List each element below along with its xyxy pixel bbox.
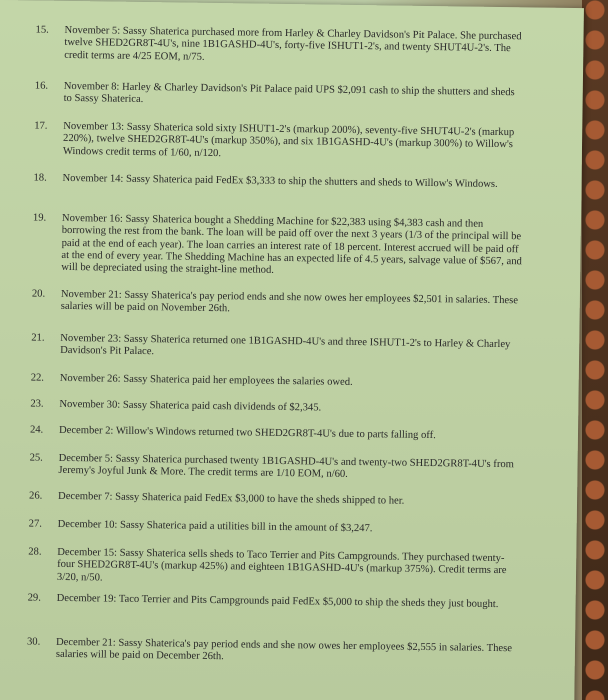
item-number: 26.: [29, 490, 43, 502]
item-number: 18.: [33, 172, 47, 184]
item-number: 30.: [26, 636, 41, 648]
item-number: 24.: [29, 424, 44, 436]
item-text: November 23: Sassy Shaterica returned one 1B1GASHD-4U's and three ISHUT1-2's to Harley & Charley Davidson's Pit Palace.: [60, 332, 511, 358]
transaction-list: [26, 24, 536, 663]
item-text: December 5: Sassy Shaterica purchased twenty 1B1GASHD-4U's and twenty-two SHED2GR8T-4U's from Jeremy's Joyful Junk & More. The credit terms are 1/10 EOM, n/60.: [58, 452, 514, 481]
item-text: December 7: Sassy Shaterica paid FedEx $3,000 to have the sheds shipped to her.: [57, 490, 405, 507]
item-number: 28.: [28, 546, 42, 558]
item-number: 19.: [32, 212, 47, 224]
item-text: November 14: Sassy Shaterica paid FedEx $3,333 to ship the shutters and sheds to Willow's Windows.: [62, 172, 498, 190]
list-item: [31, 372, 521, 391]
list-item: [33, 172, 523, 191]
item-text: December 19: Taco Terrier and Pits Campgrounds paid FedEx $5,000 to ship the sheds they just bought.: [56, 592, 499, 611]
coin-background-edge: [582, 0, 608, 700]
item-number: 16.: [34, 80, 49, 92]
list-item: [32, 212, 523, 280]
list-item: [35, 25, 525, 69]
item-number: 23.: [30, 398, 44, 410]
list-item: [34, 120, 524, 164]
item-number: 22.: [30, 372, 45, 384]
item-text: December 15: Sassy Shaterica sells sheds to Taco Terrier and Pits Campgrounds. They purchased twenty-four SHED2GR8T-4U's (markup 425%) and eighteen 1B1GASHD-4U's (markup 375%). Credit terms are 3/20, n/50.: [56, 546, 507, 584]
list-item: [30, 424, 520, 443]
item-text: November 21: Sassy Shaterica's pay period ends and she now owes her employees $2,501 in salaries. These salaries will be paid on November 26th.: [60, 288, 519, 315]
item-text: November 13: Sassy Shaterica sold sixty ISHUT1-2's (markup 200%), seventy-five SHUT4U-2's (markup 220%), twelve SHED2GR8T-4U's (markup 350%), and six 1B1GASHD-4U's (markup 300%) to Willow's Windows credit terms of 1/60, n/120.: [62, 120, 515, 159]
list-item: [29, 490, 519, 509]
item-text: November 8: Harley & Charley Davidson's Pit Palace paid UPS $2,091 cash to ship the shutters and sheds to Sassy Shaterica.: [63, 80, 515, 106]
item-text: December 2: Willow's Windows returned two SHED2GR8T-4U's due to parts falling off.: [58, 424, 436, 442]
list-item: [28, 592, 518, 611]
list-item: [29, 518, 519, 537]
list-item: [35, 80, 525, 111]
item-number: 17.: [34, 120, 48, 132]
item-text: November 16: Sassy Shaterica bought a Shedding Machine for $22,383 using $4,383 cash and then borrowing the rest from the bank. The loan will be paid off over the next 3 years (1/3 of the principal will be paid at the end of each year). The loan carries an interest rate of 18 percent. Interest accrued will be paid off at the end of every year. The Shedding Machine has an expected life of 4.5 years, salvage value of $567, and will be depreciated using the straight-line method.: [61, 212, 522, 277]
item-text: November 26: Sassy Shaterica paid her employees the salaries owed.: [59, 372, 353, 388]
item-text: December 21: Sassy Shaterica's pay period ends and she now owes her employees $2,555 in salaries. These salaries will be paid on December 26th.: [55, 636, 513, 663]
list-item: [31, 332, 521, 363]
item-number: 27.: [28, 518, 43, 530]
item-text: November 5: Sassy Shaterica purchased more from Harley & Charley Davidson's Pit Palace. She purchased twelve SHED2GR8T-4U's, nine 1B1GASHD-4U's, forty-five ISHUT1-2's, and twenty SHUT4U-2's. The credit terms are 4/25 EOM, n/75.: [64, 24, 522, 63]
item-text: December 10: Sassy Shaterica paid a utilities bill in the amount of $3,247.: [57, 518, 373, 535]
list-item: [32, 288, 522, 319]
list-item: [30, 398, 520, 417]
item-number: 29.: [27, 592, 41, 604]
item-number: 15.: [35, 24, 49, 36]
item-number: 20.: [31, 288, 46, 300]
list-item: [29, 452, 519, 483]
list-item: [27, 636, 517, 667]
list-item: [28, 546, 518, 590]
item-number: 25.: [29, 452, 43, 464]
item-text: November 30: Sassy Shaterica paid cash dividends of $2,345.: [59, 398, 322, 414]
item-number: 21.: [31, 332, 45, 344]
